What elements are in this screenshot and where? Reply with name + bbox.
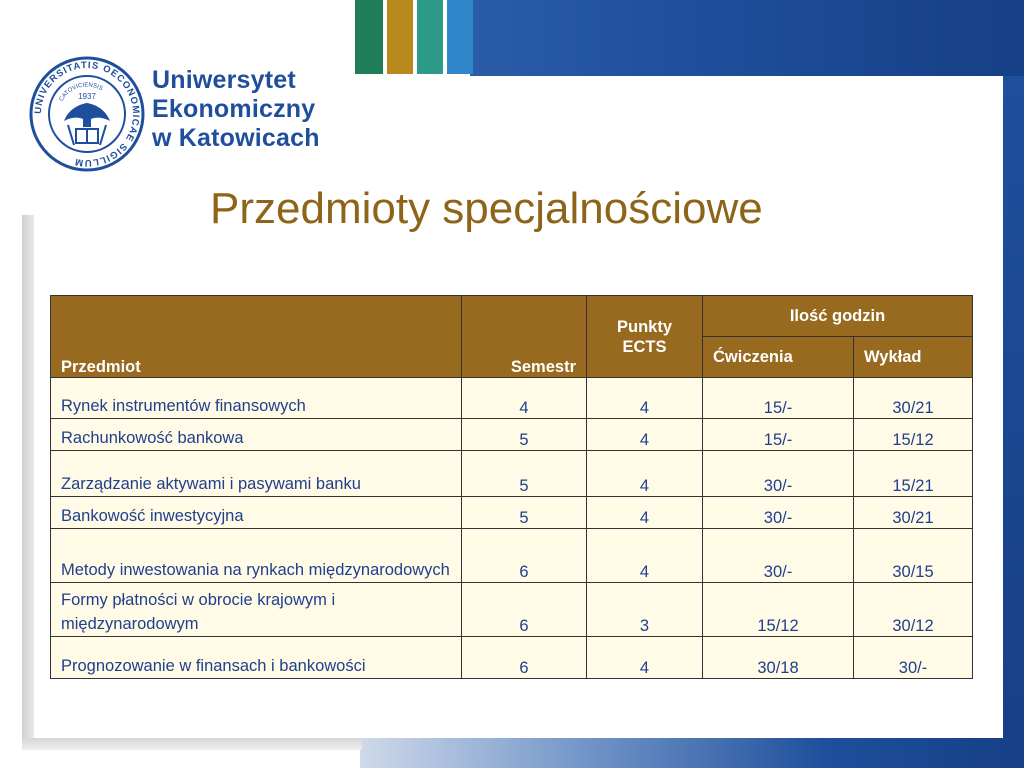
university-name-line3: w Katowicach — [152, 124, 320, 152]
right-border-band — [1003, 76, 1024, 768]
cell-ects: 4 — [587, 497, 703, 529]
banner-stripe-green — [355, 0, 383, 74]
bottom-shadow-bar — [22, 738, 362, 750]
cell-lecture: 30/15 — [854, 529, 973, 583]
cell-semester: 6 — [462, 529, 587, 583]
cell-lecture: 15/12 — [854, 419, 973, 451]
table-row — [51, 529, 973, 583]
cell-semester: 5 — [462, 419, 587, 451]
cell-subject: Bankowość inwestycyjna — [51, 497, 462, 529]
cell-semester: 5 — [462, 451, 587, 497]
cell-semester: 4 — [462, 378, 587, 419]
cell-lecture: 30/21 — [854, 378, 973, 419]
table-row — [51, 419, 973, 451]
banner-stripe-gold — [387, 0, 413, 74]
slide-title: Przedmioty specjalnościowe — [210, 184, 763, 233]
university-name-line1: Uniwersytet — [152, 66, 296, 94]
header-subject: Przedmiot — [51, 296, 462, 378]
cell-exercises: 30/- — [703, 451, 854, 497]
cell-ects: 4 — [587, 529, 703, 583]
cell-semester: 6 — [462, 583, 587, 637]
header-ects: Punkty ECTS — [587, 296, 703, 378]
bottom-border-band — [360, 738, 1024, 768]
cell-ects: 4 — [587, 419, 703, 451]
left-shadow-bar — [22, 215, 34, 745]
cell-semester: 5 — [462, 497, 587, 529]
cell-exercises: 30/- — [703, 529, 854, 583]
university-name-line2: Ekonomiczny — [152, 95, 316, 123]
cell-subject: Zarządzanie aktywami i pasywami banku — [51, 451, 462, 497]
seal-ring-text: UNIVERSITATIS OECONOMICAE SIGILLUM — [32, 59, 142, 169]
cell-semester: 6 — [462, 637, 587, 679]
cell-lecture: 30/21 — [854, 497, 973, 529]
banner-stripe-teal — [417, 0, 443, 74]
banner-stripe-blue — [447, 0, 473, 74]
table-row — [51, 583, 973, 637]
cell-exercises: 15/- — [703, 419, 854, 451]
cell-lecture: 30/12 — [854, 583, 973, 637]
cell-exercises: 30/- — [703, 497, 854, 529]
cell-exercises: 15/12 — [703, 583, 854, 637]
cell-ects: 4 — [587, 637, 703, 679]
cell-ects: 3 — [587, 583, 703, 637]
cell-subject: Metody inwestowania na rynkach międzynarodowych — [51, 529, 462, 583]
cell-subject: Formy płatności w obrocie krajowym i międzynarodowym — [51, 583, 462, 637]
cell-exercises: 30/18 — [703, 637, 854, 679]
cell-subject: Rachunkowość bankowa — [51, 419, 462, 451]
top-banner — [470, 0, 1024, 76]
table-row — [51, 451, 973, 497]
header-hours: Ilość godzin — [703, 296, 973, 337]
table-row — [51, 497, 973, 529]
cell-lecture: 15/21 — [854, 451, 973, 497]
cell-ects: 4 — [587, 378, 703, 419]
table-row — [51, 378, 973, 419]
cell-subject: Rynek instrumentów finansowych — [51, 378, 462, 419]
university-seal-logo — [28, 55, 146, 173]
subjects-table — [50, 295, 973, 679]
seal-inner-text: CATOVICIENSIS — [58, 82, 104, 103]
seal-year: 1937 — [78, 92, 96, 101]
cell-ects: 4 — [587, 451, 703, 497]
header-lecture: Wykład — [854, 337, 973, 378]
header-semester: Semestr — [462, 296, 587, 378]
cell-subject: Prognozowanie w finansach i bankowości — [51, 637, 462, 679]
cell-exercises: 15/- — [703, 378, 854, 419]
table-row — [51, 637, 973, 679]
header-exercises: Ćwiczenia — [703, 337, 854, 378]
cell-lecture: 30/- — [854, 637, 973, 679]
university-name — [152, 66, 320, 153]
